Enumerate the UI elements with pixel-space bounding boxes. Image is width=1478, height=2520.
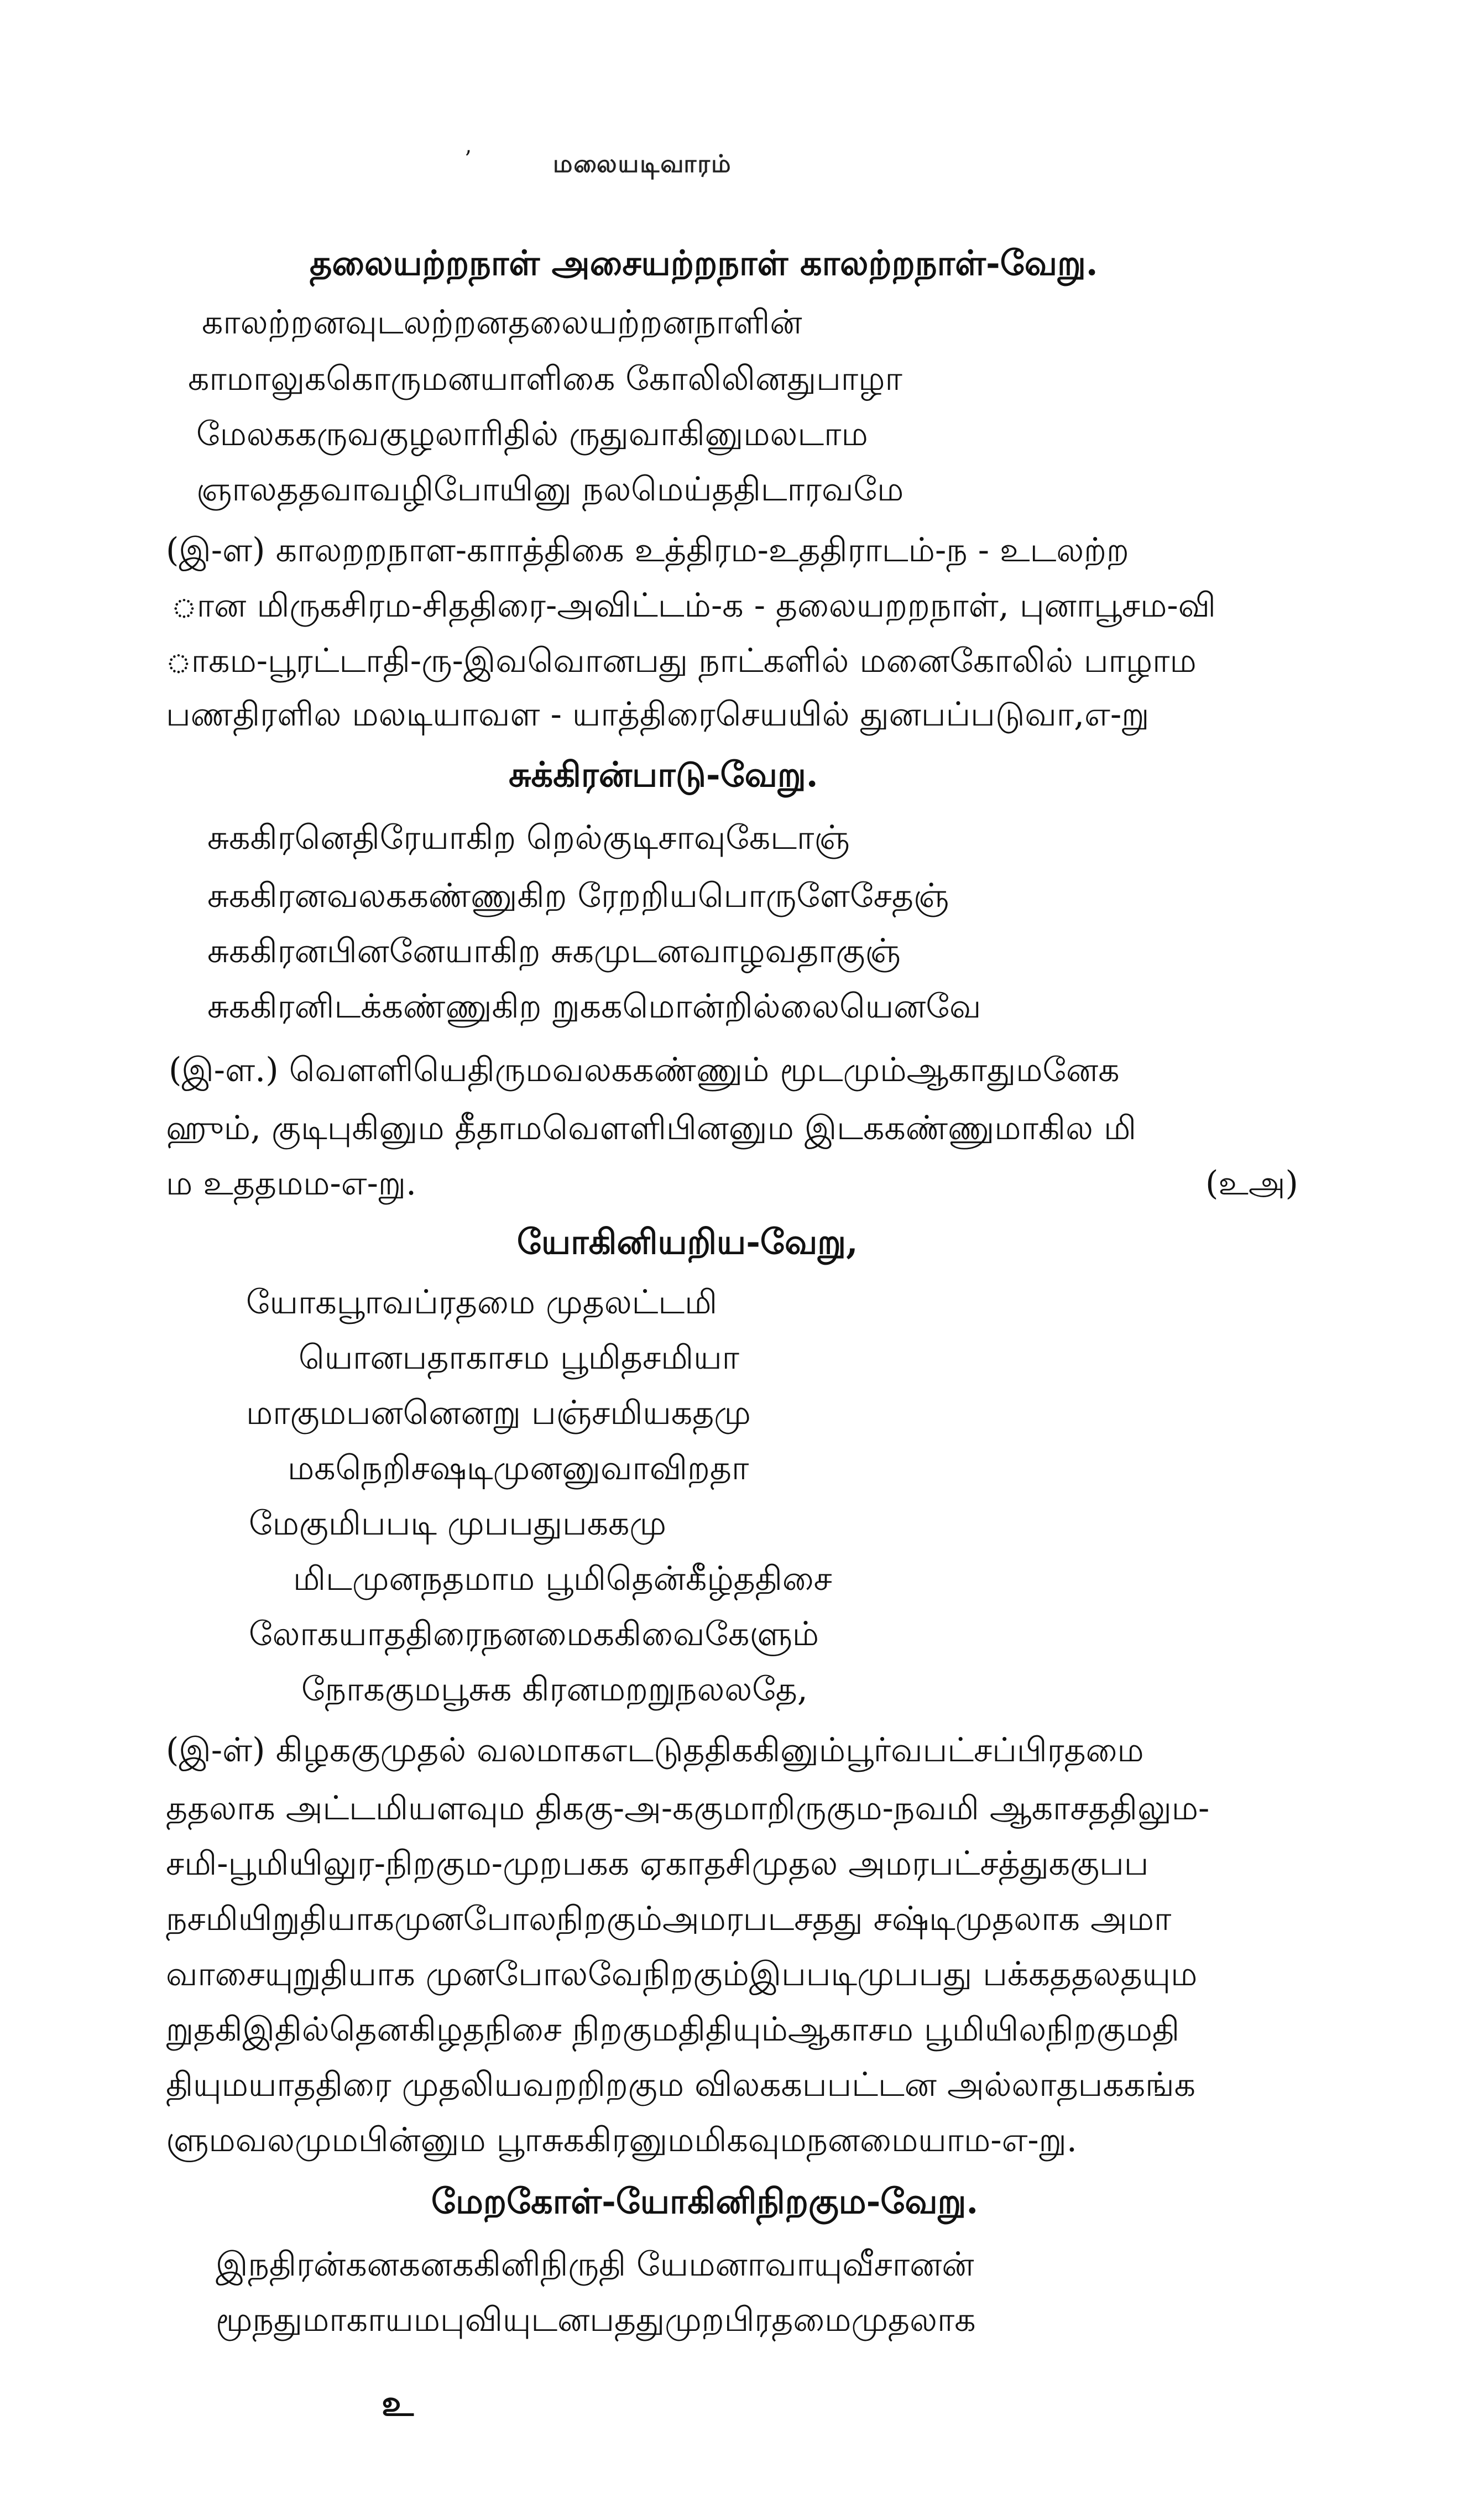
section-title: சுக்கிரன்பாடு-வேறு. — [509, 754, 818, 795]
commentary-line: (இ-ள) காலறறநாள-காாத்திகை உத்திரம-உததிராடம்-ந - உடலற்ற — [166, 531, 1129, 570]
commentary-line: ளுமவலமுமபின்னும பூாசுககிரனுமமிகவுமநனமையாம-எ-று. — [166, 2121, 1077, 2159]
commentary-line: சமி-பூமியிலுர-நிறகும-முறபகக ஏகாதசிமுதல அமரபட்சத்துககுபப — [166, 1844, 1149, 1883]
section-title: தலையற்றநாள் அசையற்றநாள் காலற்றநாள்-வேறு. — [310, 243, 1098, 283]
verse-line: மேலககருவகுழலாரிதில் ருதுவாகினுமலடாம — [196, 415, 868, 453]
verse-line: நோககுமபூசுக கிரனமறறுநலலதே, — [301, 1670, 808, 1709]
verse-line: சுககிரனபினனேயாகிற சுகமுடனவாழவதாகுஞ் — [207, 932, 901, 971]
commentary-line: றுதகிஇதில்தெனகிழதநிசை நிறகுமதிதியும்ஆகாசம பூமியிலநிறகுமதி — [166, 2010, 1180, 2049]
commentary-line: (இ-ள.) வெளளியெதிருமவலககண்ணும் மூடமும்ஆகாதுமனேக — [169, 1051, 1120, 1089]
verse-line: யோகபூாவப்ரதமை முதலட்டமி — [246, 1283, 718, 1322]
commentary-line: வாசையுறுதியாக முனபோலவேநிறகும்இபபடிமுபபது பக்கததலதயும — [166, 1955, 1198, 1994]
commentary-line: பணதிரளில மலடியாவள - யாத்திரைசெயயில் துனபப்படுவா,எ-று — [166, 695, 1150, 734]
verse-line: சுககிரனவலககண்ணுகிற ரேறறியபொருளேசேதஞ் — [207, 876, 949, 915]
verse-line: சுககிரனெதிரேயாகிற றெல்குடிசாவுகேடாஞ் — [207, 818, 850, 857]
page-number: உ — [382, 2383, 414, 2424]
section-title: யோகினியறிய-வேறு, — [517, 1222, 858, 1262]
verse-line: ஞாலததவாவழிபோயினு நலமெய்ததிடாரவமே — [196, 470, 904, 509]
verse-line: மூநதுமாகாயமபுவியுடனபததுமுறபிரதமைமுதலாக — [216, 2300, 976, 2339]
commentary-line: ான மிருகசிரம-சிததிரை-அவிட்டம்-க - தலையறறநாள், புனாபூசம-வி — [171, 586, 1216, 625]
commentary-line: ம உததமம-எ-று. — [166, 1164, 417, 1203]
running-header: மலையடிவாரம் — [553, 150, 732, 178]
verse-line: இநதிரன்கனகனககினிநிருதி யேமனாவாயுவீசானன் — [216, 2245, 974, 2284]
verse-line: காமாலுககொருமனயாளிகை கோலிலினதுபாழா — [188, 359, 902, 398]
verse-line: மேகுமிபபடி முபபதுபககமு — [249, 1504, 667, 1543]
verse-line: மாகுமபனனெனறு பஞ்சமியகதமு — [246, 1394, 751, 1432]
verse-line: யொனபதாகாசம பூமிதசமியா — [299, 1338, 740, 1377]
verse-line: மகநெறிசஷடிமுனனுவாவிறதா — [288, 1449, 749, 1488]
section-title: மேறகோள்-யோகினிநிறகும-வேறு. — [431, 2181, 979, 2221]
commentary-line: தியுமயாததிரை முதலியவறறிறகும விலககபபட்டன அல்லாதபககங்க — [166, 2065, 1196, 2104]
commentary-line: ததலாக அட்டமியளவும திககு-அ-ககுமாறிருகும-நவமி ஆகாசததிலும- — [166, 1789, 1210, 1828]
commentary-line: ஹும், குடிபுகினும தீதாமவெளளிபினனும இடககண்ணுமாகில மி — [166, 1109, 1137, 1147]
verse-line: காலற்றனவுடலற்றனதலையற்றனநாளின் — [202, 303, 802, 342]
verse-line: லோகயாததிரைநனமைககிவைகேளும் — [249, 1615, 819, 1653]
verse-line: மிடமுனநதமாம பூமிதென்கீழ்ததிசை — [293, 1559, 832, 1598]
commentary-line: (இ-ள்) கிழககுமுதல் வலமாகஎடடுததிககினும்பூர்வபட்சப்பிரதமை — [166, 1731, 1144, 1770]
commentary-line: நசமியிறுதியாகமுனபோலநிறகும்அமரபடசதது சஷ்டிமுதலாக அமா — [166, 1900, 1172, 1938]
verse-line: சுககிரனிடக்கண்ணுகிற றுககமொன்றில்லையெனவே — [207, 987, 981, 1026]
stray-mark: ’ — [464, 147, 472, 172]
commentary-line: ாகம-பூரட்டாதி-ரு-இவவொனபது நாட்களில் மனைகோலில் பாழாம — [166, 641, 1197, 680]
verse-number: (உஅ) — [1205, 1164, 1298, 1203]
